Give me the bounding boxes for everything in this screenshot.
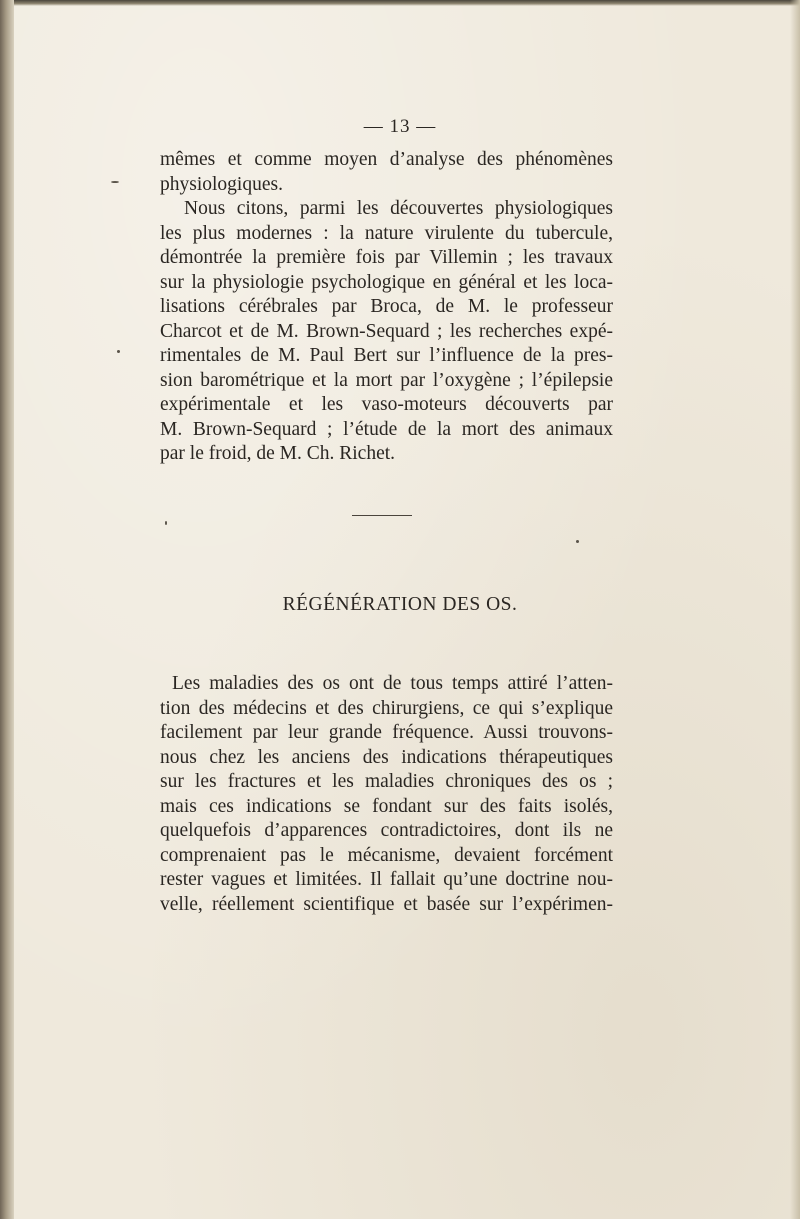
text-line: sion barométrique et la mort par l’oxygène ; l’épilepsie	[160, 369, 613, 391]
text-line: quelquefois d’apparences contradictoires, dont ils ne	[160, 820, 613, 841]
print-speck	[111, 181, 119, 183]
text-line: comprenaient pas le mécanisme, devaient forcément	[160, 844, 613, 866]
text-line: velle, réellement scientifique et basée sur l’expérimen-	[160, 893, 613, 915]
section-divider-rule	[352, 515, 412, 516]
paragraph-physiological-discoveries	[160, 148, 613, 467]
text-line: lisations cérébrales par Broca, de M. le professeur	[160, 296, 613, 317]
text-line: nous chez les anciens des indications thérapeutiques	[160, 746, 613, 768]
text-line: expérimentale et les vaso-moteurs découverts par	[160, 394, 613, 415]
text-line: facilement par leur grande fréquence. Aussi trouvons-	[160, 722, 613, 743]
text-line: par le froid, de M. Ch. Richet.	[160, 443, 396, 464]
text-line: M. Brown-Sequard ; l’étude de la mort des animaux	[160, 418, 613, 440]
text-line: sur la physiologie psychologique en général et les loca-	[160, 271, 613, 293]
text-line: mais ces indications se fondant sur des faits isolés,	[160, 795, 613, 817]
print-speck	[165, 521, 167, 525]
print-speck	[117, 350, 120, 353]
text-line: rester vagues et limitées. Il fallait qu’une doctrine nou-	[160, 869, 613, 890]
paragraph-bone-diseases	[160, 672, 613, 917]
section-heading: RÉGÉNÉRATION DES OS.	[282, 594, 518, 615]
text-line: tion des médecins et des chirurgiens, ce qui s’explique	[160, 697, 613, 719]
page-number: — 13 —	[363, 116, 437, 137]
text-line: mêmes et comme moyen d’analyse des phénomènes	[160, 149, 613, 170]
text-line: les plus modernes : la nature virulente du tubercule,	[160, 222, 613, 244]
text-line: Les maladies des os ont de tous temps attiré l’atten-	[172, 673, 613, 694]
text-line: Nous citons, parmi les découvertes physiologiques	[184, 198, 613, 219]
text-line: physiologiques.	[160, 173, 283, 195]
page-top-edge	[0, 0, 800, 6]
text-line: rimentales de M. Paul Bert sur l’influence de la pres-	[160, 345, 613, 366]
text-line: démontrée la première fois par Villemin ; les travaux	[160, 247, 613, 268]
text-line: sur les fractures et les maladies chroniques des os ;	[160, 771, 613, 792]
text-line: Charcot et de M. Brown-Sequard ; les recherches expé-	[160, 320, 613, 342]
print-speck	[576, 540, 579, 543]
